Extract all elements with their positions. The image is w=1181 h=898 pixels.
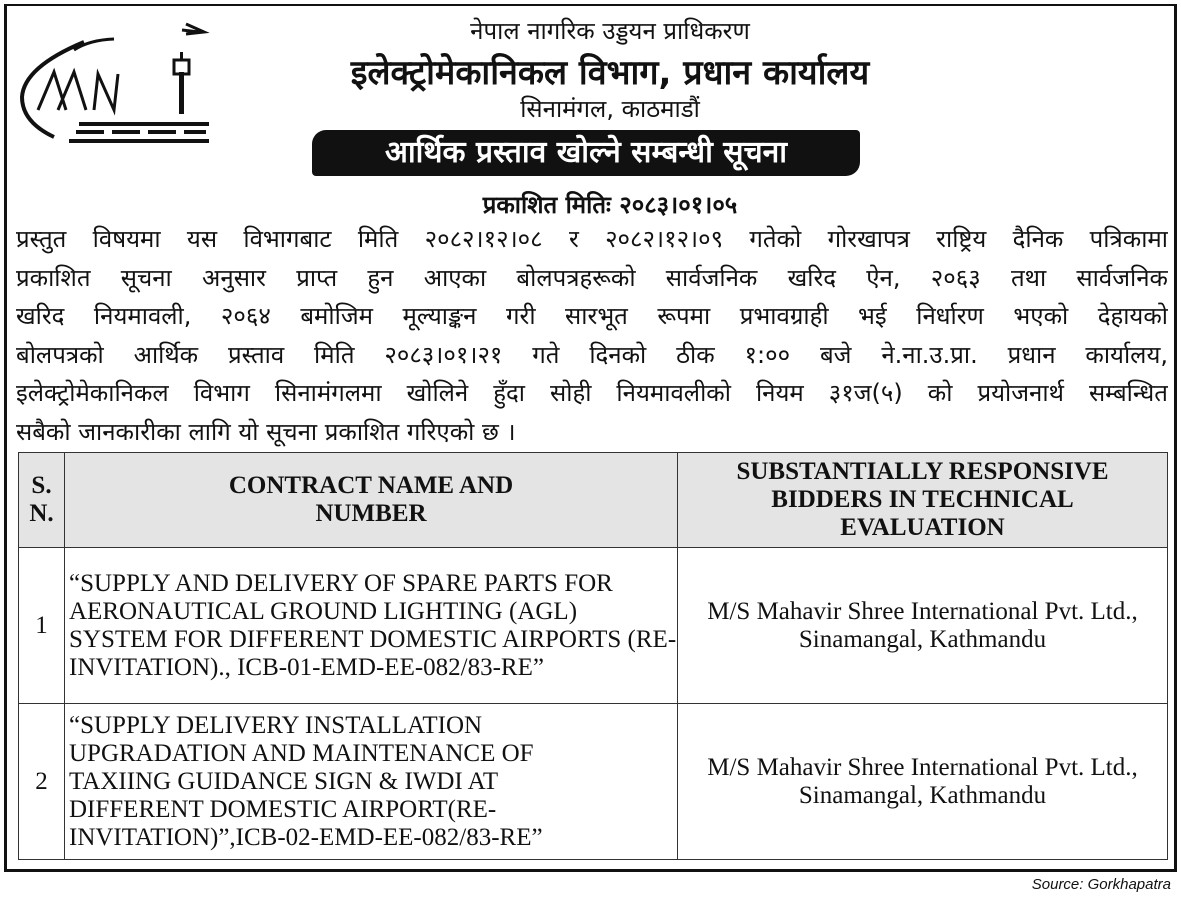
body-line: सबैको जानकारीका लागि यो सूचना प्रकाशित गरिएको छ ।: [16, 417, 516, 446]
body-line: प्रस्तुत विषयमा यस विभागबाट मिति २०८२।१२।०८ र २०८२।१२।०९ गतेको गोरखापत्र राष्ट्रिय दैनिक पत्रिकामा: [16, 225, 1168, 253]
body-line: इलेक्ट्रोमेकानिकल विभाग सिनामंगलमा खोलिने हुँदा सोही नियमावलीको नियम ३१ज(५) को प्रयोजनार्थ सम्बन्धित: [16, 379, 1168, 407]
header-contract: CONTRACT NAME AND NUMBER: [65, 453, 678, 548]
body-line: खरिद नियमावली, २०६४ बमोजिम मूल्याङ्कन गरी सारभूत रूपमा प्रभावग्राही भई निर्धारण भएको देहायको: [16, 302, 1168, 330]
location: सिनामंगल, काठमाडौं: [520, 95, 700, 123]
cell-contract: “SUPPLY DELIVERY INSTALLATION UPGRADATION AND MAINTENANCE OF TAXIING GUIDANCE SIGN & IWDI AT DIFFERENT DOMESTIC AIRPORT(RE-INVITATION)”,ICB-02-EMD-EE-082/83-RE”: [65, 704, 678, 860]
header-bidders: SUBSTANTIALLY RESPONSIVE BIDDERS IN TECHNICAL EVALUATION: [678, 453, 1168, 548]
org-name: नेपाल नागरिक उड्डयन प्राधिकरण: [470, 17, 750, 45]
bidders-table: [18, 452, 1168, 860]
notice-body: [16, 220, 1168, 451]
cell-bidder: M/S Mahavir Shree International Pvt. Ltd., Sinamangal, Kathmandu: [678, 548, 1168, 704]
department-name: इलेक्ट्रोमेकानिकल विभाग, प्रधान कार्यालय: [350, 53, 870, 93]
cell-sn: 1: [19, 548, 65, 704]
published-date: प्रकाशित मितिः २०८३।०१।०५: [482, 191, 738, 219]
table-row: [19, 704, 1168, 860]
body-line: प्रकाशित सूचना अनुसार प्राप्त हुन आएका बोलपत्रहरूको सार्वजनिक खरिद ऐन, २०६३ तथा सार्वजनिक: [16, 263, 1168, 292]
cell-bidder: M/S Mahavir Shree International Pvt. Ltd., Sinamangal, Kathmandu: [678, 704, 1168, 860]
caan-logo: [14, 12, 214, 147]
cell-contract: “SUPPLY AND DELIVERY OF SPARE PARTS FOR AERONAUTICAL GROUND LIGHTING (AGL) SYSTEM FOR DIFFERENT DOMESTIC AIRPORTS (RE-INVITATION)., ICB-01-EMD-EE-082/83-RE”: [65, 548, 678, 704]
notice-title: आर्थिक प्रस्ताव खोल्ने सम्बन्धी सूचना: [312, 130, 860, 176]
table-header-row: [19, 453, 1168, 548]
header-sn: S. N.: [19, 453, 65, 548]
cell-sn: 2: [19, 704, 65, 860]
table-row: [19, 548, 1168, 704]
body-line: बोलपत्रको आर्थिक प्रस्ताव मिति २०८३।०१।२१ गते दिनको ठीक १:०० बजे ने.ना.उ.प्रा. प्रधान कार्यालय,: [16, 340, 1168, 369]
source-credit: Source: Gorkhapatra: [1031, 876, 1171, 893]
